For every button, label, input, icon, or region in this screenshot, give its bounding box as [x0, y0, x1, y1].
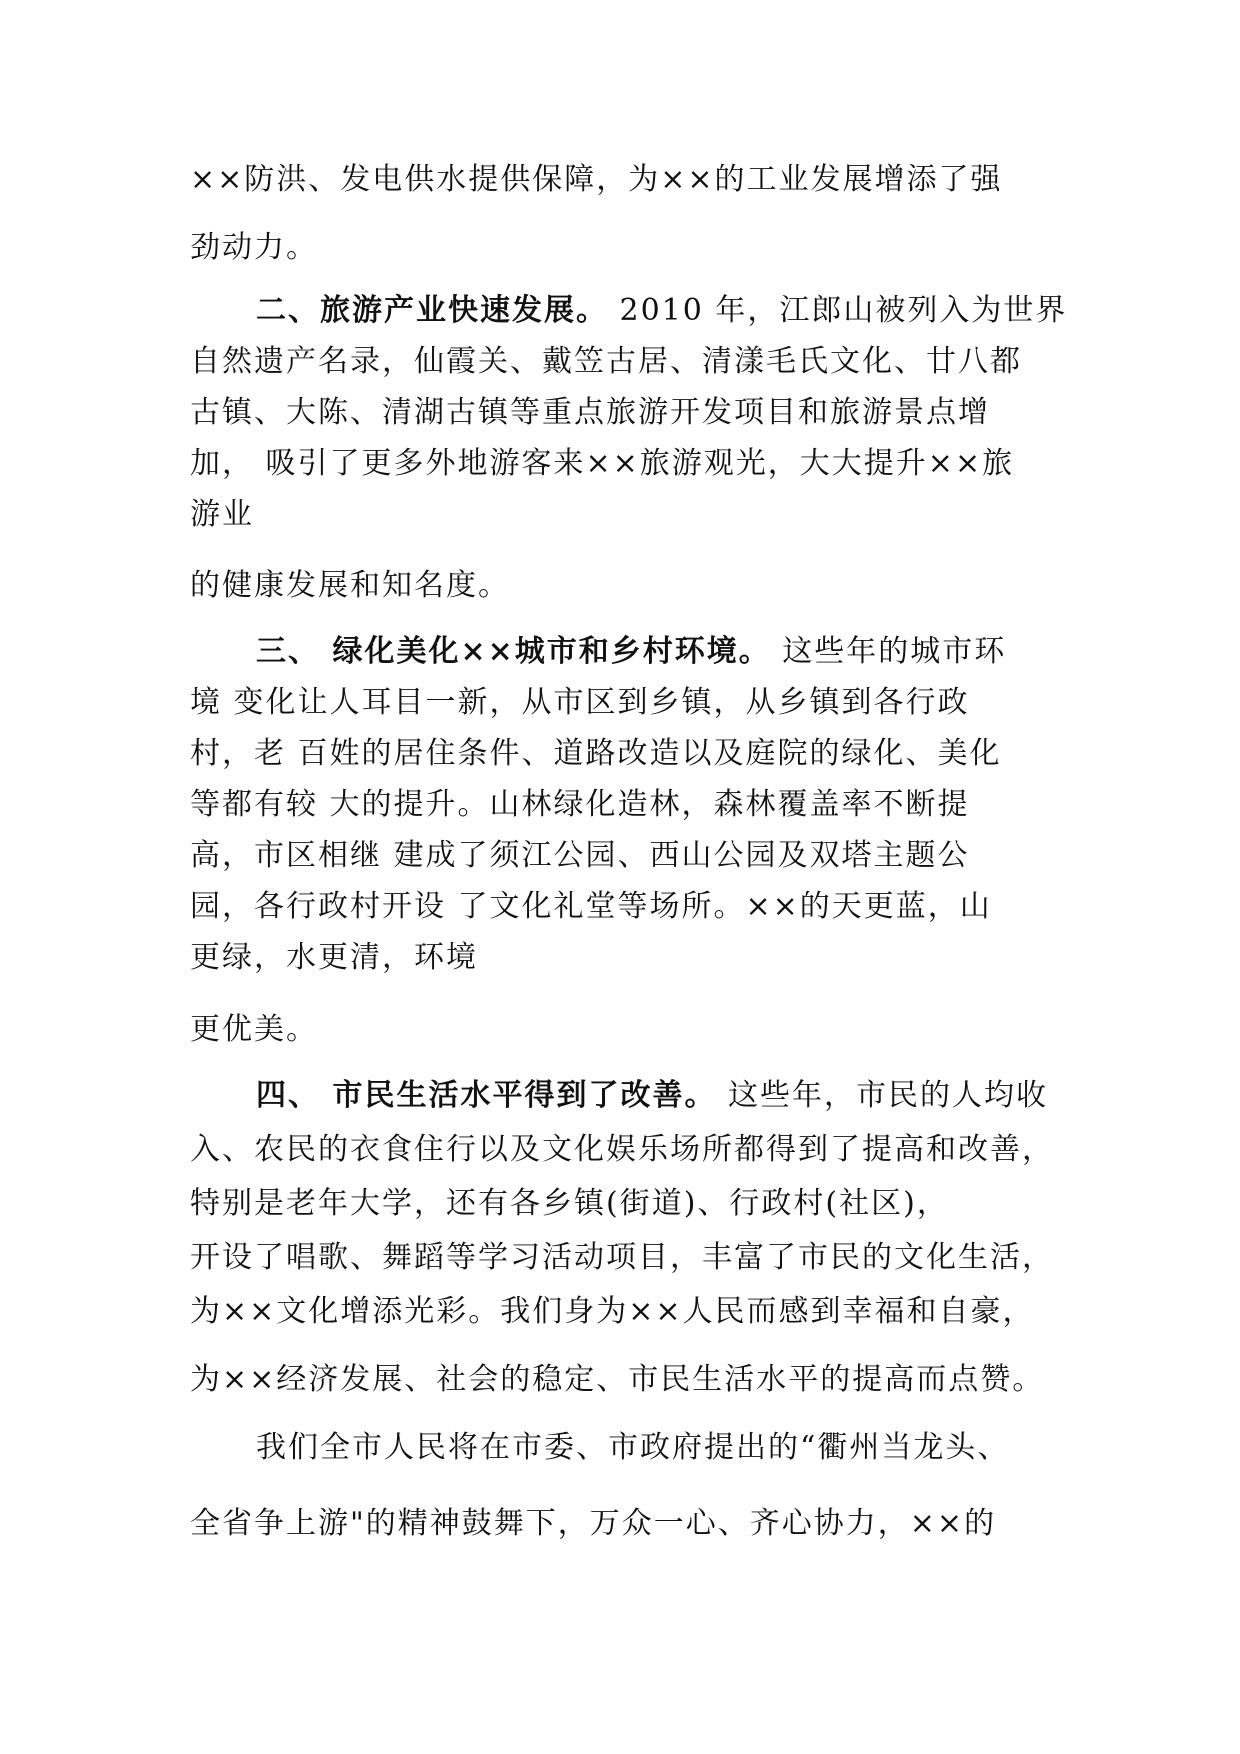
text-line: 自然遗产名录，仙霞关、戴笠古居、清漾毛氏文化、廿八都 — [190, 344, 1022, 379]
text-line: 园，各行政村开设 了文化礼堂等场所。××的天更蓝，山 — [190, 889, 992, 924]
text-line: 加， 吸引了更多外地游客来××旅游观光，大大提升××旅 — [190, 446, 1015, 481]
section-two-line — [256, 291, 1067, 331]
text-line: 境 变化让人耳目一新，从市区到乡镇，从乡镇到各行政 — [190, 685, 970, 720]
text-span: 这些年的城市环 — [770, 634, 1007, 669]
text-line: 更绿，水更清，环境 — [190, 940, 478, 975]
section-two-heading: 二、旅游产业快速发展。 — [256, 293, 608, 328]
text-span: 2010 年，江郎山被列入为世界 — [608, 293, 1068, 328]
text-line: 开设了唱歌、舞蹈等学习活动项目，丰富了市民的文化生活， — [190, 1240, 1054, 1275]
text-line: 等都有较 大的提升。山林绿化造林，森林覆盖率不断提 — [190, 787, 970, 822]
text-line: 为××文化增添光彩。我们身为××人民而感到幸福和自豪， — [190, 1294, 1035, 1329]
section-four-heading: 四、 市民生活水平得到了改善。 — [256, 1078, 717, 1113]
text-line: 劲动力。 — [190, 230, 318, 265]
text-line: 入、农民的衣食住行以及文化娱乐场所都得到了提高和改善， — [190, 1132, 1054, 1167]
text-span: 这些年，市民的人均收 — [716, 1078, 1048, 1113]
text-line: 特别是老年大学，还有各乡镇(街道)、行政村(社区)， — [190, 1186, 949, 1221]
text-line: 我们全市人民将在市委、市政府提出的“衢州当龙头、 — [256, 1430, 1010, 1465]
section-three-heading: 三、 绿化美化××城市和乡村环境。 — [256, 634, 771, 669]
section-three-line — [256, 632, 1006, 672]
text-line: 高，市区相继 建成了须江公园、西山公园及双塔主题公 — [190, 838, 970, 873]
text-line: 游业 — [190, 497, 254, 532]
text-line: 更优美。 — [190, 1012, 318, 1047]
section-four-line — [256, 1076, 1048, 1116]
text-line: 古镇、大陈、清湖古镇等重点旅游开发项目和旅游景点增 — [190, 395, 990, 430]
text-line: ××防洪、发电供水提供保障，为××的工业发展增添了强 — [190, 162, 1003, 197]
text-line: 全省争上游"的精神鼓舞下，万众一心、齐心协力，××的 — [190, 1506, 997, 1541]
text-line: 村，老 百姓的居住条件、道路改造以及庭院的绿化、美化 — [190, 736, 1002, 771]
text-line: 的健康发展和知名度。 — [190, 568, 510, 603]
text-line: 为××经济发展、社会的稳定、市民生活水平的提高而点赞。 — [190, 1362, 1045, 1397]
